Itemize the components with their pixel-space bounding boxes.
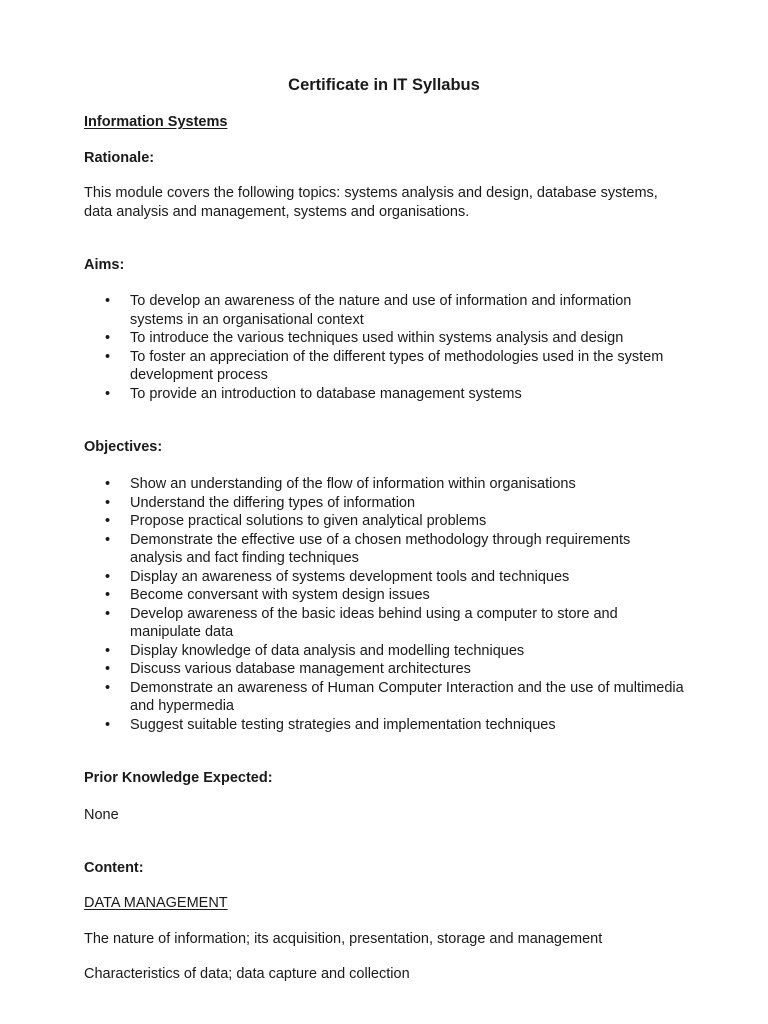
content-subheading: DATA MANAGEMENT [84,895,228,911]
bullet-icon: • [105,293,111,309]
prior-knowledge-heading: Prior Knowledge Expected: [84,770,273,786]
bullet-icon: • [105,385,111,402]
list-item: • To introduce the various techniques used within systems analysis and design [105,330,624,346]
content-heading: Content: [84,860,144,876]
list-item: • Develop awareness of the basic ideas behind using a computer to store and manipulate data [105,605,618,640]
objectives-list [84,475,684,734]
list-item: • Propose practical solutions to given analytical problems [105,513,487,529]
bullet-icon: • [105,568,111,585]
bullet-icon: • [105,330,111,346]
rationale-heading: Rationale: [84,150,155,166]
list-item: • To develop an awareness of the nature and use of information and information systems in an organisational context [105,293,632,328]
content-paragraph: Characteristics of data; data capture and collection [84,966,410,982]
bullet-icon: • [105,605,111,622]
bullet-icon: • [105,531,111,548]
list-item: • Suggest suitable testing strategies and implementation techniques [105,716,556,733]
list-item: • Become conversant with system design issues [105,587,430,603]
bullet-icon: • [105,587,111,603]
list-item: • To provide an introduction to database management systems [105,385,522,402]
objectives-heading: Objectives: [84,439,163,455]
aims-list [84,292,684,403]
aims-heading: Aims: [84,257,125,273]
list-item: • Demonstrate the effective use of a chosen methodology through requirements analysis and fact finding techniques [105,531,631,566]
list-item: • Demonstrate an awareness of Human Computer Interaction and the use of multimedia and hypermedia [105,679,684,714]
list-item: • Display knowledge of data analysis and modelling techniques [105,642,525,659]
bullet-icon: • [105,348,111,365]
bullet-icon: • [105,661,111,677]
module-title: Information Systems [84,114,228,130]
bullet-icon: • [105,476,111,492]
rationale-text: This module covers the following topics: systems analysis and design, database systems, data analysis and management, systems and organisations. [84,185,658,220]
document-title: Certificate in IT Syllabus [288,76,480,94]
list-item: • Discuss various database management architectures [105,661,471,677]
prior-knowledge-text: None [84,807,119,823]
bullet-icon: • [105,679,111,696]
bullet-icon: • [105,642,111,659]
list-item: • Display an awareness of systems development tools and techniques [105,568,570,585]
bullet-icon: • [105,513,111,529]
list-item: • Show an understanding of the flow of information within organisations [105,476,576,492]
list-item: • To foster an appreciation of the different types of methodologies used in the system development process [105,348,664,383]
bullet-icon: • [105,494,111,511]
content-paragraph: The nature of information; its acquisition, presentation, storage and management [84,931,603,947]
bullet-icon: • [105,716,111,733]
list-item: • Understand the differing types of information [105,494,416,511]
